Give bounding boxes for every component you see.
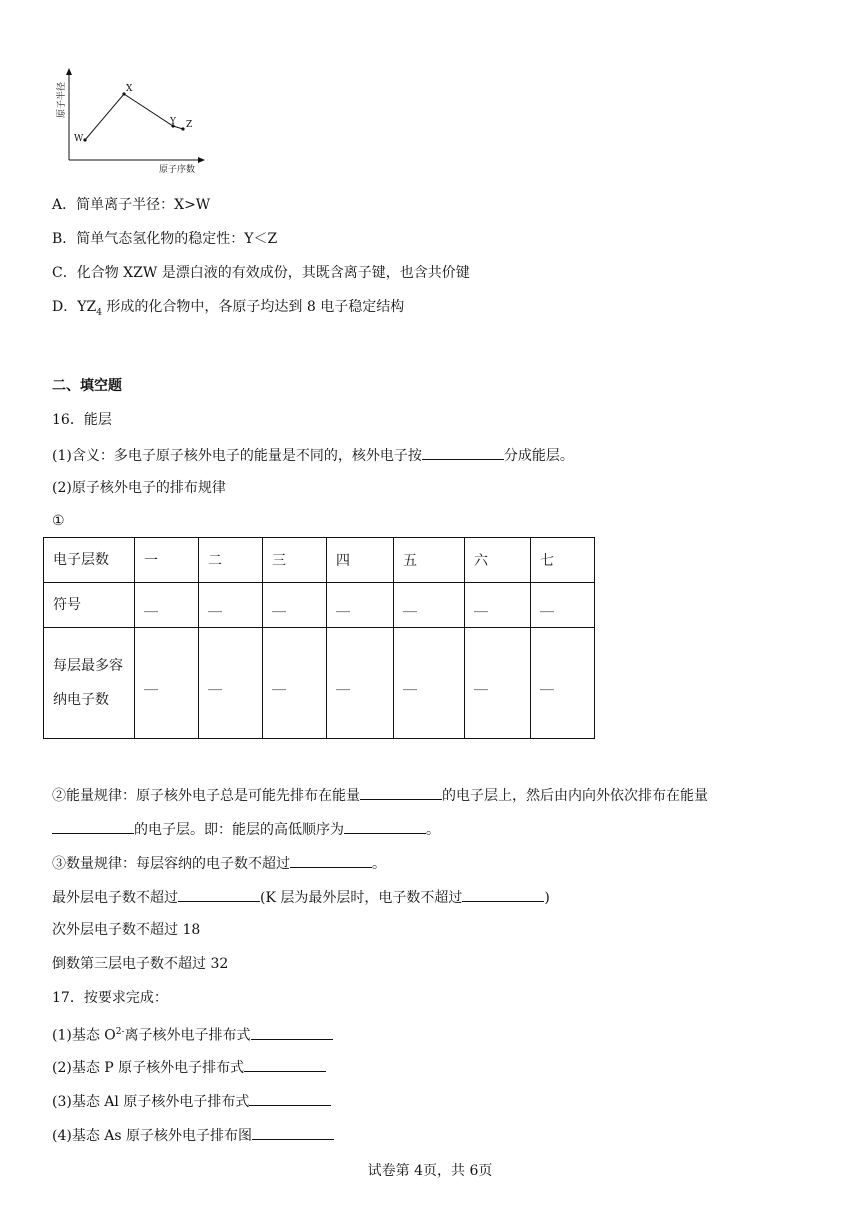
answer-blank[interactable] [52, 819, 134, 834]
outer-shell-rule: 最外层电子数不超过 (K 层为最外层时，电子数不超过 ) [52, 887, 550, 907]
energy-rule-line2: 的电子层。即：能层的高低顺序为 。 [52, 819, 440, 839]
table-cell: 六 [465, 538, 531, 583]
answer-blank[interactable] [251, 1025, 333, 1040]
answer-blank[interactable] [244, 1057, 326, 1072]
table-cell-blank[interactable]: __ [394, 628, 465, 739]
q17-item1: (1)基态 $O^{2-}$离子核外电子排布式 [52, 1023, 333, 1045]
electron-shell-table [43, 537, 595, 739]
table-cell-blank[interactable]: __ [135, 583, 199, 628]
q17-item3: (3)基态 Al 原子核外电子排布式 [52, 1091, 331, 1111]
table-cell-blank[interactable]: __ [263, 628, 327, 739]
table-cell-blank[interactable]: __ [199, 583, 263, 628]
table-row-capacity [44, 628, 595, 739]
point-label-w: W [74, 134, 84, 144]
q17-title: 17．按要求完成： [52, 990, 168, 1006]
table-cell: 符号 [44, 583, 135, 628]
table-cell: 七 [531, 538, 595, 583]
q16-part1: (1)含义：多电子原子核外电子的能量是不同的，核外电子按 分成能层。 [52, 445, 574, 465]
table-cell-blank[interactable]: __ [199, 628, 263, 739]
point-label-x: X [126, 84, 133, 94]
table-cell-blank[interactable]: __ [465, 583, 531, 628]
table-cell: 每层最多容纳电子数 [44, 628, 135, 739]
table-cell: 一 [135, 538, 199, 583]
table-cell: 二 [199, 538, 263, 583]
table-cell: 五 [394, 538, 465, 583]
answer-blank[interactable] [290, 853, 372, 868]
count-rule: ③数量规律：每层容纳的电子数不超过 。 [52, 853, 386, 873]
table-cell: 四 [327, 538, 394, 583]
q17-item4: (4)基态 As 原子核外电子排布图 [52, 1125, 334, 1145]
table-row-symbol [44, 583, 595, 628]
answer-blank[interactable] [422, 445, 504, 460]
table-cell-blank[interactable]: __ [531, 583, 595, 628]
table-cell-blank[interactable]: __ [327, 583, 394, 628]
option-c: C．化合物 XZW 是漂白液的有效成份，其既含离子键，也含共价键 [52, 265, 470, 281]
option-a: A．简单离子半径：X>W [52, 197, 211, 213]
point-label-y: Y [170, 117, 176, 127]
q16-title: 16．能层 [52, 412, 112, 428]
table-cell-blank[interactable]: __ [135, 628, 199, 739]
answer-blank[interactable] [462, 887, 544, 902]
point-z [181, 127, 184, 130]
table-cell: 电子层数 [44, 538, 135, 583]
q17-item2: (2)基态 P 原子核外电子排布式 [52, 1057, 326, 1077]
table-cell: 三 [263, 538, 327, 583]
section-title: 二、填空题 [52, 378, 122, 394]
y-axis-label: 原子半径 [57, 81, 67, 118]
answer-blank[interactable] [178, 887, 260, 902]
point-w [83, 138, 86, 141]
table-cell-blank[interactable]: __ [327, 628, 394, 739]
option-b: B．简单气态氢化物的稳定性：Y＜Z [52, 231, 278, 247]
x-axis-label: 原子序数 [159, 165, 196, 175]
sub-outer-rule: 次外层电子数不超过 18 [52, 922, 201, 938]
radius-curve [85, 94, 183, 140]
x-axis-arrow [198, 157, 205, 163]
atomic-radius-graph [55, 68, 215, 178]
point-label-z: Z [186, 120, 193, 130]
q16-part2: (2)原子核外电子的排布规律 [52, 480, 226, 496]
table-cell-blank[interactable]: __ [465, 628, 531, 739]
energy-rule-line1: ②能量规律：原子核外电子总是可能先排布在能量 的电子层上，然后由内向外依次排布在能量 [52, 785, 708, 805]
answer-blank[interactable] [252, 1125, 334, 1140]
table-cell-blank[interactable]: __ [263, 583, 327, 628]
answer-blank[interactable] [344, 819, 426, 834]
table-row-header [44, 538, 595, 583]
answer-blank[interactable] [249, 1091, 331, 1106]
third-last-rule: 倒数第三层电子数不超过 32 [52, 956, 229, 972]
table-cell-blank[interactable]: __ [394, 583, 465, 628]
option-d: D．$YZ_4$ 形成的化合物中，各原子均达到 8 电子稳定结构 [52, 299, 405, 318]
answer-blank[interactable] [360, 785, 442, 800]
page-footer: 试卷第 4页，共 6页 [367, 1163, 493, 1179]
y-axis-arrow [66, 68, 72, 75]
circle-one: ① [52, 513, 65, 529]
table-cell-blank[interactable]: __ [531, 628, 595, 739]
